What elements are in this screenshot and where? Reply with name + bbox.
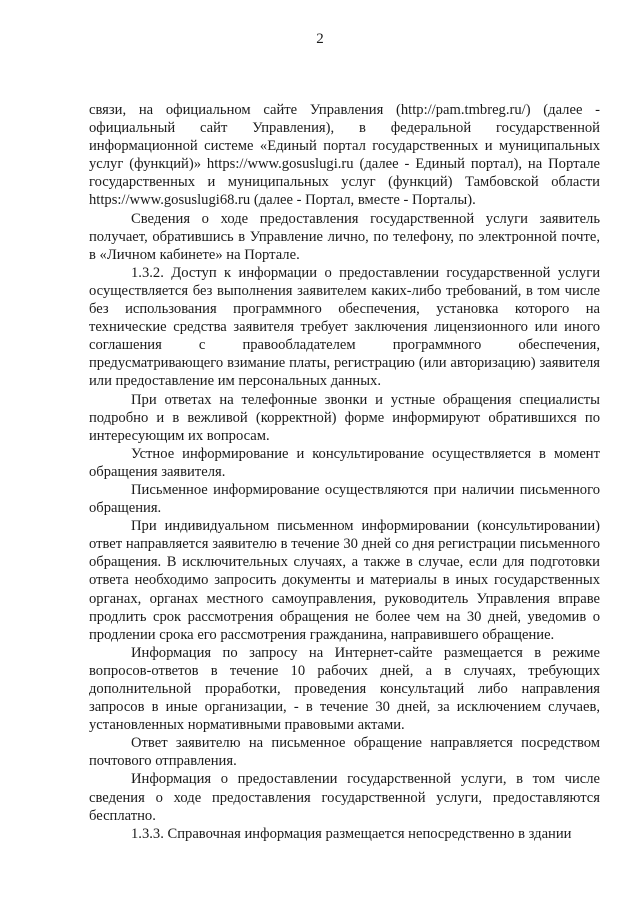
paragraph: Информация по запросу на Интернет-сайте размещается в режиме вопросов-ответов в течение 10 рабочих дней, а в случаях, требующих дополнительной проработки, проведения консультаций либо направления запросов в иные организации, - в течение 30 дней, за исключением случаев, установленных нормативными правовыми актами. [89, 644, 600, 734]
page-number: 2 [316, 31, 324, 47]
paragraph: Ответ заявителю на письменное обращение направляется посредством почтового отправления. [89, 735, 600, 770]
paragraph: Письменное информирование осуществляются при наличии письменного обращения. [89, 481, 600, 517]
document-body [89, 101, 600, 843]
paragraph: При индивидуальном письменном информировании (консультировании) ответ направляется заявителю в течение 30 дней со дня регистрации письменного обращения. В исключительных случаях, а также в случае, если для подготовки ответа необходимо запросить документы и материалы в иных государственных органах, органах местного самоуправления, руководитель Управления вправе продлить срок рассмотрения обращения не более чем на 30 дней, уведомив о продлении срока его рассмотрения гражданина, направившего обращение. [89, 518, 600, 643]
paragraph: 1.3.3. Справочная информация размещается непосредственно в здании [131, 825, 572, 842]
paragraph-continuation: связи, на официальном сайте Управления (http://pam.tmbreg.ru/) (далее - официальный сайт Управления), в федеральной государственной информационной системе «Единый портал государственных и муниципальных услуг (функций)» https://www.gosuslugi.ru (далее - Единый портал), на Портале государственных и муниципальных услуг (функций) Тамбовской области https://www.gosuslugi68.ru (далее - Портал, вместе - Порталы). [89, 102, 600, 209]
paragraph: Устное информирование и консультирование осуществляется в момент обращения заявителя. [89, 445, 600, 480]
paragraph: Сведения о ходе предоставления государственной услуги заявитель получает, обратившись в Управление лично, по телефону, по электронной почте, в «Личном кабинете» на Портале. [89, 210, 600, 263]
paragraph: 1.3.2. Доступ к информации о предоставлении государственной услуги осуществляется без выполнения заявителем каких-либо требований, в том числе без использования программного обеспечения, установка которого на технические средства заявителя требует заключения лицензионного или иного соглашения с правообладателем программного обеспечения, предусматривающего взимание платы, регистрацию (или авторизацию) заявителя или предоставление им персональных данных. [89, 264, 600, 390]
paragraph: Информация о предоставлении государственной услуги, в том числе сведения о ходе предоставления государственной услуги, предоставляются бесплатно. [89, 771, 600, 824]
paragraph: При ответах на телефонные звонки и устные обращения специалисты подробно и в вежливой (корректной) форме информируют обратившихся по интересующим их вопросам. [89, 391, 600, 444]
